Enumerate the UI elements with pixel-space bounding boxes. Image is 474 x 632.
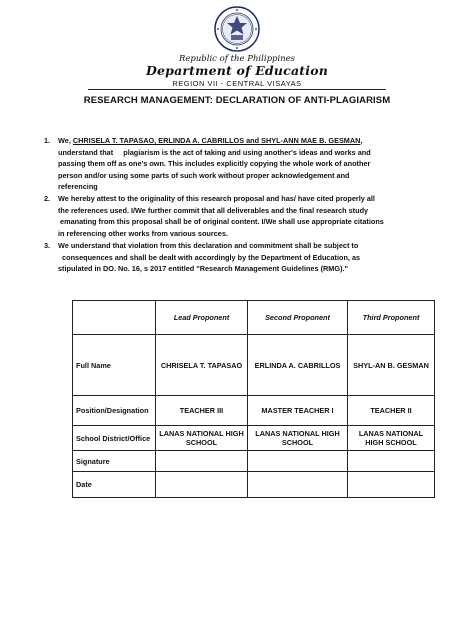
proponent-names: CHRISELA T. TAPASAO, ERLINDA A. CABRILLOS and SHYL-ANN MAE B. GESMAN [72,136,361,145]
item-line: stipulated in DO. No. 16, s 2017 entitled "Research Management Guidelines (RMG)." [58,264,348,273]
table-row [73,335,435,396]
deped-seal-logo [214,6,260,52]
item-line: passing them off as one's own. This includes explicitly copying the whole work of another [58,159,371,168]
item-number: 1. [44,136,51,145]
declaration-item-1 [44,135,420,193]
proponent-table [72,300,435,498]
table-row [73,396,435,426]
table-cell: LANAS NATIONAL HIGH SCHOOL [248,426,348,451]
table-cell: SHYL-AN B. GESMAN [348,335,435,396]
declaration-item-3 [44,240,420,275]
item-line: person and/or using some parts of such work without proper acknowledgement and [58,170,350,180]
signature-cell[interactable] [248,451,348,472]
region-line: REGION VII - CENTRAL VISAYAS [172,79,302,88]
date-cell[interactable] [348,472,435,498]
signature-cell[interactable] [348,451,435,472]
table-cell: TEACHER III [156,396,248,426]
item-line [58,135,420,147]
table-cell: MASTER TEACHER I [248,396,348,426]
item-line: referencing [58,182,98,191]
document-title: RESEARCH MANAGEMENT: DECLARATION OF ANTI-PLAGIARISM [83,95,391,106]
item-line: We understand that violation from this declaration and commitment shall be subject to [58,241,359,250]
row-label: Date [73,472,156,498]
item-line: understand that plagiarism is the act of taking and using another's ideas and works and [58,147,371,157]
table-cell: ERLINDA A. CABRILLOS [248,335,348,396]
signature-cell[interactable] [156,451,248,472]
department-name: Department of Education [145,63,329,78]
table-row [73,426,435,451]
table-header-cell: Third Proponent [348,301,435,335]
row-label: Position/Designation [73,396,156,426]
table-cell: LANAS NATIONAL HIGH SCHOOL [348,426,435,451]
row-label: Signature [73,451,156,472]
item-line: in referencing other works from various sources. [58,228,228,238]
header-divider [88,89,386,90]
table-cell: TEACHER II [348,396,435,426]
table-header-cell [73,301,156,335]
table-header-cell: Second Proponent [248,301,348,335]
date-cell[interactable] [248,472,348,498]
row-label: Full Name [73,335,156,396]
table-header-row [73,301,435,335]
item-number: 3. [44,241,51,250]
item-line: the references used. I/We further commit that all deliverables and the final research study [58,205,369,215]
declaration-item-2 [44,193,420,239]
table-cell: LANAS NATIONAL HIGH SCHOOL [156,426,248,451]
item-number: 2. [44,194,51,203]
republic-line: Republic of the Philippines [178,54,296,64]
item-comma: , [360,136,363,145]
table-row [73,451,435,472]
item-we: We, [58,136,71,145]
item-line: emanating from this proposal shall be of original content. I/We shall use appropriate citations [58,217,384,226]
date-cell[interactable] [156,472,248,498]
table-cell: CHRISELA T. TAPASAO [156,335,248,396]
item-line: We hereby attest to the originality of this research proposal and has/ have cited properly all [58,194,375,203]
item-line: consequences and shall be dealt with accordingly by the Department of Education, as [58,252,361,262]
row-label: School District/Office [73,426,156,451]
table-row [73,472,435,498]
table-header-cell: Lead Proponent [156,301,248,335]
